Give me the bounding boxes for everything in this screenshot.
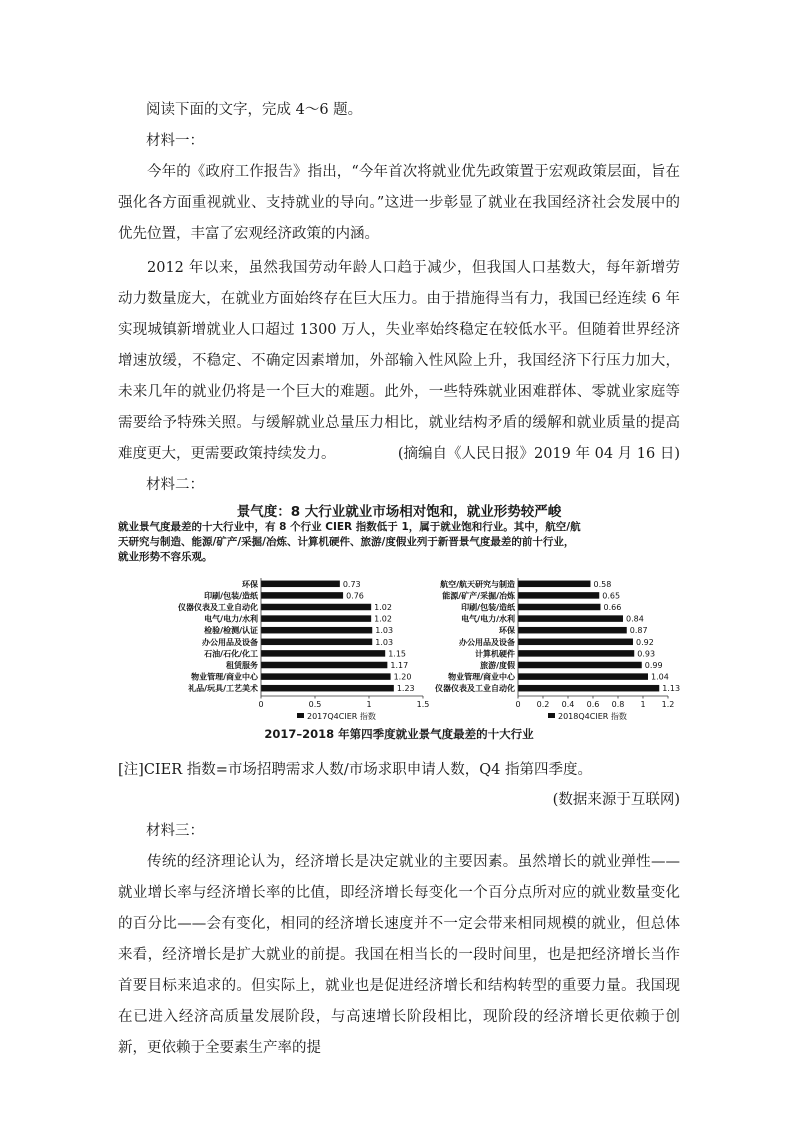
value-label: 0.66 bbox=[603, 603, 622, 612]
category-label: 仪器仪表及工业自动化 bbox=[178, 603, 258, 612]
value-label: 1.03 bbox=[375, 637, 394, 647]
bar bbox=[518, 650, 634, 657]
bar-charts bbox=[118, 570, 680, 740]
value-label: 1.17 bbox=[390, 661, 409, 670]
bar bbox=[261, 673, 391, 680]
x-tick-label: 0 bbox=[515, 700, 521, 709]
value-label: 0.84 bbox=[626, 614, 644, 624]
category-label: 印刷/包装/造纸 bbox=[204, 591, 258, 601]
value-label: 0.99 bbox=[644, 661, 663, 670]
category-label: 旅游/度假 bbox=[480, 661, 515, 670]
bar bbox=[518, 581, 591, 588]
category-label: 办公用品及设备 bbox=[459, 637, 515, 647]
material1-paragraph-2: 2012 年以来，虽然我国劳动年龄人口趋于减少，但我国人口基数大，每年新增劳动力数量庞大，在就业方面始终存在巨大压力。由于措施得当有力，我国已经连续 6 年实现城镇新增就业人口超过 1300 万人，失业率始终稳定在较低水平。但随着世界经济增速放缓，不稳定、不确定因素增加，外部输入性风险上升，我国经济下行压力加大，未来几年的就业仍将是一个巨大的难题。此外，一些特殊就业困难群体、零就业家庭等需要给予特殊关照。与缓解就业总量压力相比，就业结构矛盾的缓解和就业质量的提高难度更大，更需要政策持续发力。 bbox=[118, 260, 680, 462]
category-label: 物业管理/商业中心 bbox=[448, 672, 515, 682]
bar bbox=[261, 662, 387, 669]
category-label: 电气/电力/水利 bbox=[461, 614, 515, 624]
x-tick-label: 0.5 bbox=[308, 700, 322, 709]
bar bbox=[261, 604, 371, 611]
bar bbox=[518, 627, 627, 634]
x-tick-label: 0.4 bbox=[561, 700, 575, 709]
bar bbox=[518, 685, 659, 692]
value-label: 1.23 bbox=[396, 684, 415, 694]
value-label: 0.76 bbox=[346, 591, 364, 601]
intro-instruction: 阅读下面的文字，完成 4～6 题。 bbox=[146, 102, 363, 118]
material3-paragraph: 传统的经济理论认为，经济增长是决定就业的主要因素。虽然增长的就业弹性——就业增长率与经济增长率的比值，即经济增长每变化一个百分点所对应的就业数量变化的百分比——会有变化，相同的经济增长速度并不一定会带来相同规模的就业，但总体来看，经济增长是扩大就业的前提。我国在相当长的一段时间里，也是把经济增长当作首要目标来追求的。但实际上，就业也是促进经济增长和结构转型的重要力量。我国现在已进入经济高质量发展阶段，与高速增长阶段相比，现阶段的经济增长更依赖于创新，更依赖于全要素生产率的提 bbox=[118, 854, 680, 1056]
material1-paragraph-1: 今年的《政府工作报告》指出，“今年首次将就业优先政策置于宏观政策层面，旨在强化各方面重视就业、支持就业的导向。”这进一步彰显了就业在我国经济社会发展中的优先位置，丰富了宏观经济政策的内涵。 bbox=[118, 164, 680, 242]
value-label: 1.04 bbox=[651, 672, 669, 682]
value-label: 0.92 bbox=[636, 637, 654, 647]
bar bbox=[518, 615, 623, 622]
bar bbox=[518, 604, 601, 611]
figure-caption: 2017–2018 年第四季度就业景气度最差的十大行业 bbox=[264, 727, 534, 741]
x-tick-label: 0.2 bbox=[536, 700, 550, 709]
material1-source: (摘编自《人民日报》2019 年 04 月 16 日) bbox=[397, 446, 680, 462]
bar bbox=[261, 627, 372, 634]
bar bbox=[261, 615, 371, 622]
category-label: 环保 bbox=[499, 626, 515, 636]
material2-source: (数据来源于互联网) bbox=[552, 792, 680, 808]
category-label: 礼品/玩具/工艺美术 bbox=[188, 684, 258, 694]
category-label: 办公用品及设备 bbox=[202, 637, 258, 647]
x-tick-label: 0.8 bbox=[611, 700, 625, 709]
figure-intro-line: 天研究与制造、能源/矿产/采掘/冶炼、计算机硬件、旅游/度假业列于新晋景气度最差的前十行业， bbox=[118, 536, 575, 548]
category-label: 航空/航天研究与制造 bbox=[440, 579, 515, 589]
category-label: 石油/石化/化工 bbox=[204, 649, 258, 659]
x-tick-label: 0.6 bbox=[586, 700, 600, 709]
bar bbox=[261, 685, 394, 692]
bar bbox=[518, 639, 633, 646]
value-label: 1.03 bbox=[375, 626, 394, 636]
category-label: 印刷/包装/造纸 bbox=[461, 603, 515, 612]
x-tick-label: 1.2 bbox=[661, 700, 675, 709]
bar bbox=[261, 592, 343, 599]
value-label: 1.20 bbox=[393, 672, 412, 682]
x-tick-label: 1 bbox=[366, 700, 372, 709]
category-label: 仪器仪表及工业自动化 bbox=[435, 684, 515, 694]
material3-heading: 材料三： bbox=[146, 823, 204, 839]
bar bbox=[261, 581, 340, 588]
value-label: 0.87 bbox=[629, 626, 648, 636]
value-label: 1.02 bbox=[374, 603, 392, 612]
category-label: 计算机硬件 bbox=[475, 649, 515, 659]
material1-heading: 材料一： bbox=[146, 133, 204, 149]
bar bbox=[261, 650, 385, 657]
figure-intro bbox=[118, 520, 680, 565]
value-label: 0.93 bbox=[637, 649, 656, 659]
x-tick-label: 0 bbox=[258, 700, 264, 709]
legend-label: 2017Q4CIER 指数 bbox=[307, 712, 376, 721]
category-label: 检验/检测/认证 bbox=[204, 626, 258, 636]
value-label: 1.02 bbox=[374, 614, 392, 624]
x-tick-label: 1.5 bbox=[416, 700, 430, 709]
bar bbox=[261, 639, 372, 646]
category-label: 电气/电力/水利 bbox=[204, 614, 258, 624]
figure-intro-line: 就业形势不容乐观。 bbox=[118, 551, 213, 563]
x-tick-label: 1 bbox=[640, 700, 646, 709]
value-label: 1.13 bbox=[662, 684, 680, 694]
figure-intro-line: 就业景气度最差的十大行业中，有 8 个行业 CIER 指数低于 1，属于就业饱和行业。其中，航空/航 bbox=[118, 521, 581, 533]
material2-heading: 材料二： bbox=[146, 477, 204, 493]
category-label: 租赁服务 bbox=[226, 661, 258, 670]
bar bbox=[518, 662, 642, 669]
bar bbox=[518, 673, 648, 680]
value-label: 0.58 bbox=[593, 579, 612, 589]
category-label: 物业管理/商业中心 bbox=[191, 672, 258, 682]
legend-label: 2018Q4CIER 指数 bbox=[558, 712, 627, 721]
legend-swatch bbox=[297, 713, 304, 718]
legend-swatch bbox=[548, 713, 555, 718]
value-label: 0.65 bbox=[602, 591, 621, 601]
employment-chart-figure bbox=[118, 500, 680, 750]
cier-note: [注]CIER 指数=市场招聘需求人数/市场求职申请人数，Q4 指第四季度。 bbox=[118, 762, 593, 778]
value-label: 0.73 bbox=[342, 579, 361, 589]
value-label: 1.15 bbox=[388, 649, 407, 659]
category-label: 能源/矿产/采掘/冶炼 bbox=[442, 591, 515, 601]
bar bbox=[518, 592, 599, 599]
category-label: 环保 bbox=[242, 579, 258, 589]
figure-title: 景气度：8 大行业就业市场相对饱和，就业形势较严峻 bbox=[236, 504, 562, 520]
